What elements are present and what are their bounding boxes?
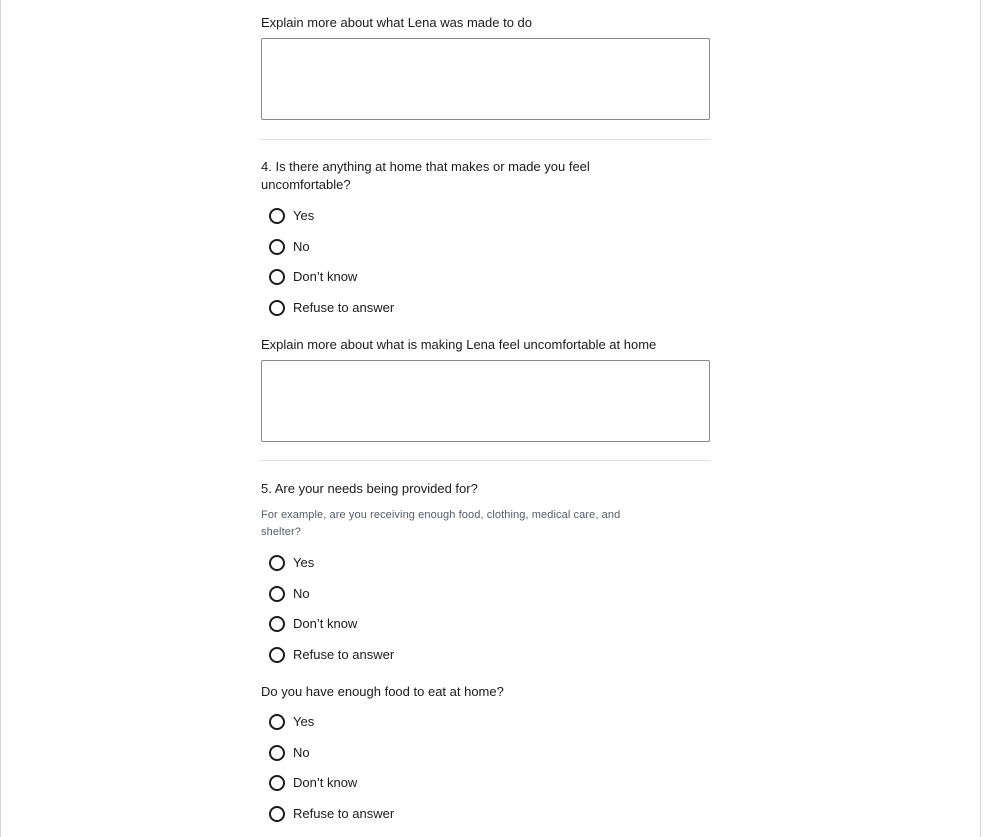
radio-label: Refuse to answer: [293, 647, 395, 662]
question-4-option-no[interactable]: [269, 237, 310, 257]
food-option-dont-know[interactable]: [269, 773, 357, 793]
explain-made-to-do-textarea[interactable]: [261, 38, 710, 120]
radio-circle-icon[interactable]: [269, 775, 285, 791]
question-4-option-yes[interactable]: [269, 206, 314, 226]
question-5-option-yes[interactable]: [269, 553, 314, 573]
radio-label: Don’t know: [293, 269, 358, 284]
food-option-no[interactable]: [269, 743, 310, 763]
section-divider: [261, 139, 710, 140]
radio-label: No: [293, 745, 310, 760]
question-5-hint-line2: shelter?: [261, 526, 301, 538]
radio-label: Don’t know: [293, 616, 358, 631]
question-5-hint: [261, 507, 661, 541]
radio-label: No: [293, 586, 310, 601]
radio-circle-icon[interactable]: [269, 239, 285, 255]
radio-circle-icon[interactable]: [269, 647, 285, 663]
explain-made-to-do-label: Explain more about what Lena was made to do: [261, 15, 533, 30]
explain-uncomfortable-textarea[interactable]: [261, 360, 710, 442]
radio-circle-icon[interactable]: [269, 745, 285, 761]
radio-label: Don’t know: [293, 775, 358, 790]
radio-circle-icon[interactable]: [269, 586, 285, 602]
radio-label: No: [293, 239, 310, 254]
radio-label: Yes: [293, 208, 315, 223]
food-question-label: Do you have enough food to eat at home?: [261, 684, 504, 699]
radio-label: Yes: [293, 555, 315, 570]
question-4-label-line2: uncomfortable?: [261, 177, 351, 192]
question-5-option-no[interactable]: [269, 584, 310, 604]
radio-label: Yes: [293, 714, 315, 729]
question-4-label-line1: 4. Is there anything at home that makes or made you feel: [261, 159, 590, 174]
question-4-option-refuse[interactable]: [269, 298, 394, 318]
radio-circle-icon[interactable]: [269, 269, 285, 285]
question-5-hint-line1: For example, are you receiving enough food, clothing, medical care, and: [261, 509, 621, 521]
radio-circle-icon[interactable]: [269, 208, 285, 224]
question-5-option-dont-know[interactable]: [269, 614, 357, 634]
question-4-option-dont-know[interactable]: [269, 267, 357, 287]
explain-uncomfortable-label: Explain more about what is making Lena feel uncomfortable at home: [261, 337, 657, 352]
question-5-label: 5. Are your needs being provided for?: [261, 481, 478, 496]
radio-circle-icon[interactable]: [269, 555, 285, 571]
question-5-option-refuse[interactable]: [269, 645, 394, 665]
radio-circle-icon[interactable]: [269, 714, 285, 730]
section-divider: [261, 460, 710, 461]
radio-circle-icon[interactable]: [269, 616, 285, 632]
radio-circle-icon[interactable]: [269, 300, 285, 316]
radio-circle-icon[interactable]: [269, 806, 285, 822]
radio-label: Refuse to answer: [293, 300, 395, 315]
question-4-label: [261, 158, 681, 194]
food-option-refuse[interactable]: [269, 804, 394, 824]
food-option-yes[interactable]: [269, 712, 314, 732]
radio-label: Refuse to answer: [293, 806, 395, 821]
